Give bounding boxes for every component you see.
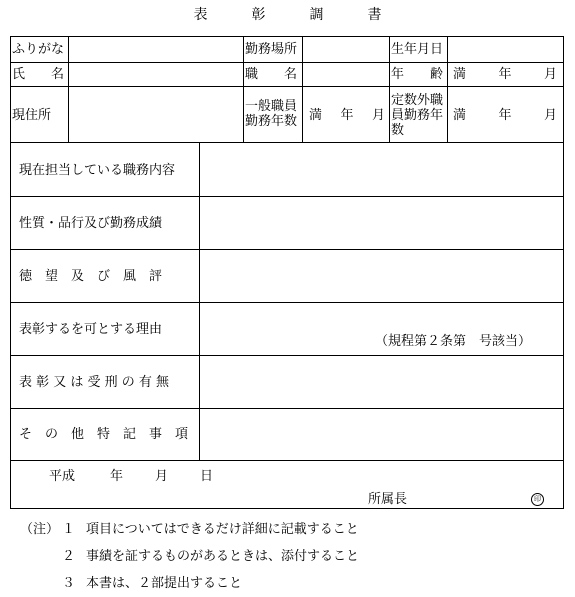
divider	[11, 196, 563, 197]
quota-staff-year: 年	[498, 108, 512, 123]
quota-staff-prefix: 満	[453, 108, 467, 123]
date-month: 月	[155, 469, 169, 484]
quota-staff-years-label: 定数外職員勤務年数	[391, 93, 444, 138]
quota-staff-month: 月	[543, 108, 557, 123]
other-label: そ の 他 特 記 事 項	[19, 427, 189, 442]
title-char-1: 表	[193, 7, 208, 23]
address-label: 現住所	[12, 108, 52, 123]
general-staff-years-label: 一般職員勤務年数	[245, 99, 298, 129]
reason-label: 表彰するを可とする理由	[19, 322, 163, 337]
divider	[11, 86, 563, 87]
title-char-4: 書	[367, 7, 382, 23]
record-label: 表 彰 又 は 受 刑 の 有 無	[19, 375, 170, 390]
date-day: 日	[200, 469, 214, 484]
divider	[199, 142, 200, 460]
note-number: １	[62, 522, 76, 537]
date-year: 年	[110, 469, 124, 484]
name-label: 氏 名	[12, 67, 65, 82]
birthdate-label: 生年月日	[391, 42, 444, 57]
divider	[11, 355, 563, 356]
duties-label: 現在担当している職務内容	[19, 163, 176, 178]
age-value	[453, 68, 557, 81]
note-number: ３	[62, 576, 76, 591]
note-text: 事績を証するものがあるときは、添付すること	[86, 549, 360, 564]
divider	[11, 408, 563, 409]
note-number: ２	[62, 549, 76, 564]
title-char-3: 調	[309, 7, 324, 23]
divider	[11, 302, 563, 303]
workplace-label: 勤務場所	[245, 42, 298, 57]
age-label: 年 齢	[391, 67, 444, 82]
general-staff-years-value	[309, 109, 385, 122]
age-year: 年	[498, 67, 512, 82]
form-table	[10, 36, 564, 509]
divider	[11, 62, 563, 63]
conduct-label: 性質・品行及び勤務成績	[19, 216, 163, 231]
age-month: 月	[543, 67, 557, 82]
divider	[389, 37, 390, 142]
document-title	[0, 8, 575, 22]
seal-mark: 印	[531, 493, 544, 506]
divider	[11, 249, 563, 250]
divider	[11, 460, 563, 461]
notes-prefix: （注）	[20, 522, 60, 537]
age-prefix: 満	[453, 67, 467, 82]
reputation-label: 徳 望 及 び 風 評	[19, 269, 163, 284]
general-staff-year: 年	[340, 108, 354, 123]
divider	[243, 37, 244, 142]
furigana-label: ふりがな	[12, 42, 65, 57]
title-char-2: 彰	[251, 7, 266, 23]
divider	[68, 37, 69, 142]
date-era: 平成	[49, 469, 76, 484]
divider	[11, 142, 563, 143]
regulation-note: （規程第２条第 号該当）	[375, 334, 532, 349]
note-text: 項目についてはできるだけ詳細に記載すること	[86, 522, 359, 537]
quota-staff-years-value	[453, 109, 557, 122]
general-staff-month: 月	[371, 108, 385, 123]
position-label: 職 名	[245, 67, 298, 82]
general-staff-prefix: 満	[309, 108, 323, 123]
signer-label: 所属長	[368, 492, 408, 507]
note-text: 本書は、２部提出すること	[86, 576, 243, 591]
